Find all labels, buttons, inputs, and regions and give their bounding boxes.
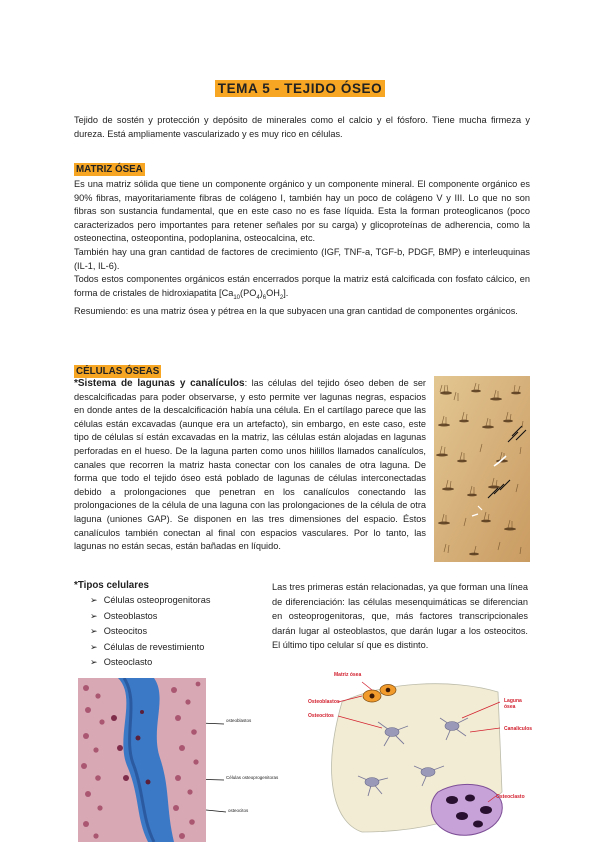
histology-label-osteoblastos: osteoblastos (226, 718, 252, 723)
celulas-heading: CÉLULAS ÓSEAS (76, 366, 160, 377)
diagram-label-laguna: Laguna ósea (504, 698, 522, 710)
list-item: ➢ Células osteoprogenitoras (90, 595, 211, 605)
histology-annotations (206, 678, 302, 842)
histology-image (78, 678, 206, 842)
matriz-paragraph-4: Resumiendo: es una matriz ósea y pétrea en la que subyacen una gran cantidad de componentes orgánicos. (74, 306, 518, 317)
lacunae-micrograph (434, 376, 530, 562)
lagunas-paragraph: *Sistema de lagunas y canalículos: las células del tejido óseo deben de ser descalcificadas para poder observarse, y esto permite ver lagunas negras, espacios en donde antes de la descalcificación había una célula. En el cartílago parece que las células están excavadas (aunque era un artefacto), sin embargo, en este caso, este tipo de células sí están excavadas en la matriz, las células están alojadas en lagunas perforadas en el hueso. De la laguna parten como unos hilillos llamados canalículos, canales que recorren la matriz hasta conectar con los canales de otra laguna. De forma que todo el tejido óseo está poblado de lagunas de células interconectadas debido a prolongaciones que penetran en los canalículos conectando las prolongaciones de la célula de una laguna con las prolongaciones de la célula de otra laguna (uniones GAP). Se disponen en las tres dimensiones del espacio. Éstos canalículos también conectan al final con espacios vasculares. Por lo tanto, las lagunas no están secas, están bañadas en líquido. (74, 378, 426, 552)
diagram-label-matriz: Matriz ósea (334, 672, 362, 678)
matriz-paragraph-3: Todos estos componentes orgánicos están encerrados porque la matriz está calcificada con fosfato cálcico, en forma de cristales de hidroxiapatita $[Ca_{10}(PO_4)_6OH_2]$. (74, 274, 530, 301)
bone-cells-diagram (302, 672, 534, 844)
intro-paragraph: Tejido de sostén y protección y depósito de minerales como el calcio y el fósforo. Tiene mucha firmeza y dureza. Está ampliamente vascularizado y es muy rico en células. (74, 115, 530, 139)
tipos-list (90, 593, 210, 671)
histology-drawing (78, 678, 206, 842)
list-item: ➢ Células de revestimiento (90, 641, 205, 652)
histology-label-osteoprogenitoras: Células osteoprogenitoras (226, 775, 279, 780)
tipos-paragraph: Las tres primeras están relacionadas, ya que forman una línea de diferenciación: las células mesenquimáticas se diferencian en osteoprogenitoras, que, más factores transcripcionales darán lugar al osteoblastos, que darán lugar a los osteocitos. El último tipo celular sí que es distinto. (272, 582, 528, 651)
lagunas-title: *Sistema de lagunas y canalículos (74, 378, 245, 389)
list-item: ➢ Osteocitos (90, 626, 148, 637)
matriz-paragraph-1: Es una matriz sólida que tiene un componente orgánico y un componente mineral. El componente orgánico es 90% fibras, mayoritariamente fibras de colágeno I, también hay un poco de colágeno V y III. Lo que no son fibras son sustancia fundamental, que en este caso no es fase líquida. Esta la forman proteoglicanos (poco caracterizados pero importantes para retener señales por su carga) y glicoproteínas de adherencia, como la osteonectina, osteopontina, podoplanina, osteocalcina, etc. (74, 179, 530, 244)
diagram-label-osteocitos: Osteocitos (308, 713, 334, 719)
diagram-label-canaliculos: Canalículos (504, 726, 533, 732)
list-item: ➢ Osteoclasto (90, 657, 153, 668)
matriz-paragraph-2: También hay una gran cantidad de factores de crecimiento (IGF, TNF-a, TGF-b, PDGF, BMP) e interleuquinas (IL-1, IL-6). (74, 246, 530, 271)
page-title: TEMA 5 - TEJIDO ÓSEO (0, 80, 600, 98)
histology-label-osteocitos: osteocitos (228, 808, 249, 813)
diagram-label-osteoblastos: Osteoblastos (308, 699, 340, 705)
tipos-title: *Tipos celulares (74, 580, 149, 591)
matriz-heading: MATRIZ ÓSEA (76, 164, 143, 175)
matriz-section (74, 178, 530, 319)
list-item: ➢ Osteoblastos (90, 610, 158, 621)
diagram-label-osteoclasto: Osteoclasto (496, 794, 525, 800)
histology-pointers (206, 678, 302, 842)
tipos-section (74, 579, 210, 671)
